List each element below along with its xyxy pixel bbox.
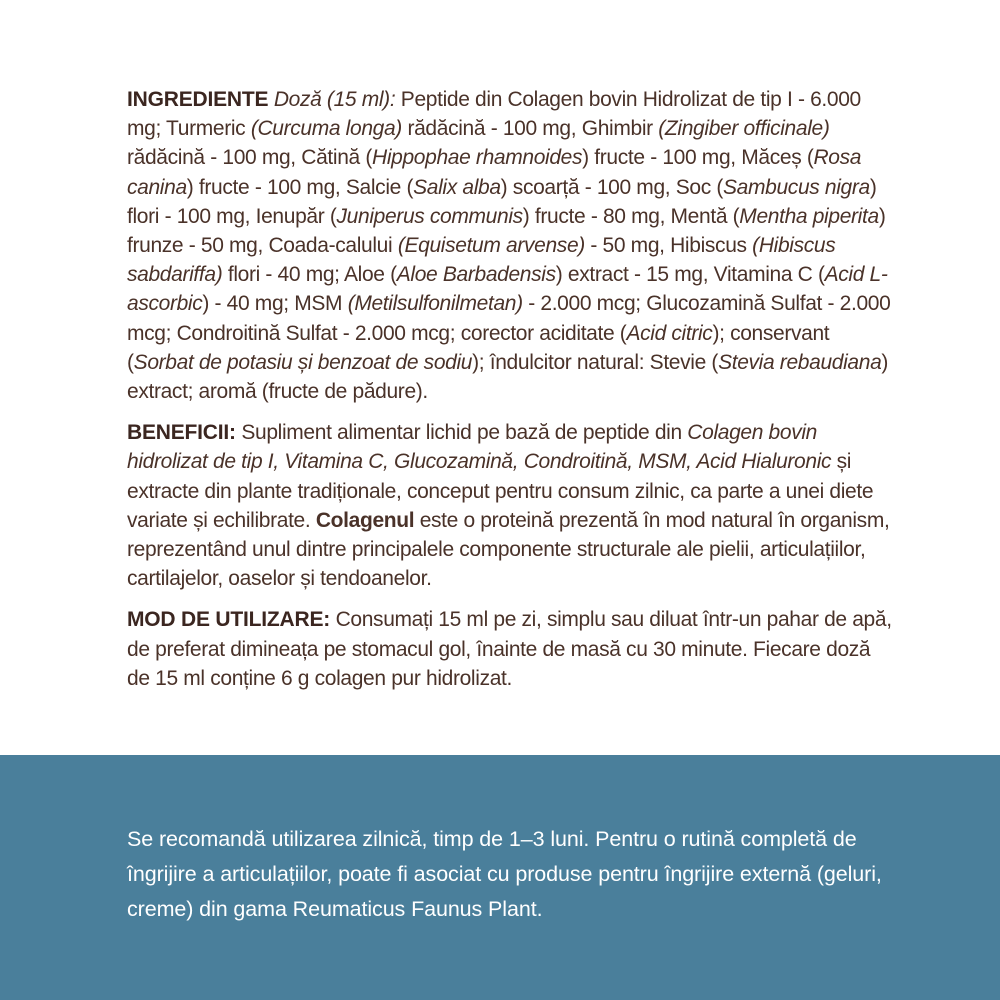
text-segment: Juniperus communis — [336, 204, 523, 228]
usage-section — [127, 605, 892, 693]
text-segment: este o proteină prezentă în mod natural în organism, reprezentând unul dintre principalele componente structurale ale pielii, articulațiilor, cartilajelor, oaselor și tendoanelor. — [127, 508, 890, 591]
text-segment: și extracte din plante tradiționale, conceput pentru consum zilnic, ca parte a unei diete variate și echilibrate. — [127, 450, 874, 532]
text-segment: ) extract; aromă (fructe de pădure). — [127, 350, 889, 404]
text-segment: ) scoarță - 100 mg, Soc ( — [500, 175, 724, 199]
text-segment: (Zingiber officinale) — [658, 117, 830, 141]
text-segment: Supliment alimentar lichid pe bază de peptide din — [235, 421, 688, 445]
text-segment: ); conservant ( — [127, 321, 830, 374]
text-segment: ) - 40 mg; MSM — [202, 292, 348, 316]
text-segment: ) fructe - 100 mg, Măceș ( — [582, 146, 814, 170]
text-segment: ) fructe - 80 mg, Mentă ( — [522, 204, 740, 228]
text-segment: flori - 40 mg; Aloe ( — [222, 263, 397, 287]
text-segment: (Metilsulfonilmetan) — [347, 292, 523, 316]
ingredients-heading: INGREDIENTE — [127, 88, 269, 111]
text-segment: - 2.000 mcg; Glucozamină Sulfat - 2.000 mcg; Condroitină Sulfat - 2.000 mcg; corector aciditate ( — [127, 292, 891, 345]
text-segment: Stevia rebaudiana — [718, 350, 882, 374]
text-segment: - 50 mg, Hibiscus — [584, 234, 753, 258]
text-segment: Acid L-ascorbic — [127, 263, 888, 316]
text-segment: (Hibiscus sabdariffa) — [127, 234, 836, 287]
text-segment: Doză (15 ml): — [273, 88, 396, 111]
text-segment: Hippophae rhamnoides — [372, 146, 583, 170]
text-segment: ) extract - 15 mg, Vitamina C ( — [555, 263, 825, 287]
text-segment: Colagen bovin hidrolizat de tip I, Vitamina C, Glucozamină, Condroitină, MSM, Acid Hialuronic — [127, 421, 832, 474]
text-segment: (Curcuma longa) — [250, 117, 402, 141]
text-segment: Acid citric — [626, 321, 713, 345]
text-segment: Sorbat de potasiu și benzoat de sodiu — [133, 350, 473, 374]
recommendation-banner — [0, 755, 1000, 1000]
text-segment: Sambucus nigra — [723, 175, 870, 199]
text-segment: Peptide din Colagen bovin Hidrolizat de tip I - 6.000 mg; Turmeric — [127, 88, 861, 141]
text-segment: Rosa canina — [127, 146, 862, 199]
text-segment: rădăcină - 100 mg, Cătină ( — [127, 146, 373, 170]
text-segment: Salix alba — [413, 175, 501, 199]
benefits-text — [127, 421, 889, 590]
recommendation-text: Se recomandă utilizarea zilnică, timp de 1–3 luni. Pentru o rutină completă de îngrijire a articulațiilor, poate fi asociat cu produse pentru îngrijire externă (geluri, creme) din gama Reumaticus Faunus Plant. — [127, 827, 882, 921]
product-description — [127, 85, 892, 705]
text-segment: Colagenul — [315, 508, 415, 532]
usage-heading: MOD DE UTILIZARE: — [127, 608, 331, 632]
text-segment: (Equisetum arvense) — [397, 234, 585, 258]
text-segment: Mentha piperita — [739, 204, 879, 228]
text-segment: ) fructe - 100 mg, Salcie ( — [186, 175, 414, 199]
ingredients-text — [127, 88, 890, 403]
text-segment: Consumați 15 ml pe zi, simplu sau diluat într-un pahar de apă, de preferat dimineața pe stomacul gol, înainte de masă cu 30 minute. Fiecare doză de 15 ml conține 6 g colagen pur hidrolizat. — [127, 608, 892, 690]
text-segment: ); îndulcitor natural: Stevie ( — [472, 350, 719, 374]
text-segment: ) flori - 100 mg, Ienupăr ( — [127, 175, 877, 228]
benefits-section — [127, 418, 892, 593]
benefits-heading: BENEFICII: — [127, 421, 236, 445]
ingredients-section — [127, 85, 892, 406]
text-segment: ) frunze - 50 mg, Coada-calului — [127, 204, 886, 258]
text-segment: rădăcină - 100 mg, Ghimbir — [401, 117, 659, 141]
text-segment: Aloe Barbadensis — [396, 263, 556, 287]
